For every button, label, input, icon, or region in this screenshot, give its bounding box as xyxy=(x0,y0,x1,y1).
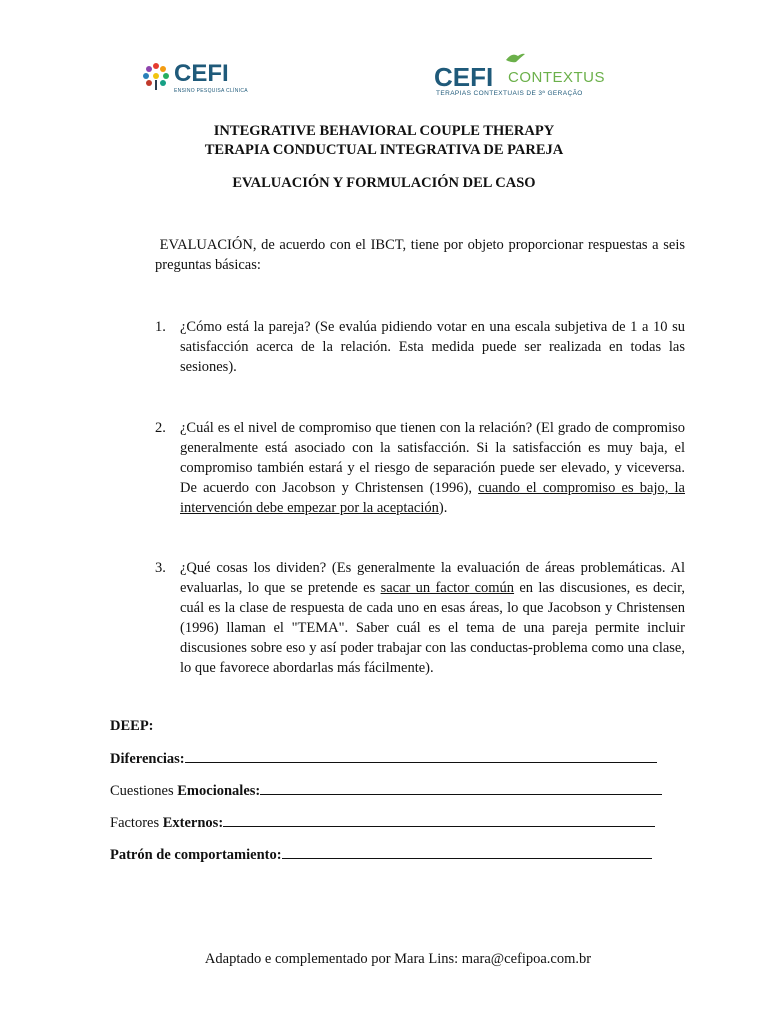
item-text: ¿Cómo está la pareja? (Se evalúa pidiendo votar en una escala subjetiva de 1 a 10 su satisfacción acerca de la relación. Esta medida puede ser realizada en todas las sesiones). xyxy=(180,319,685,375)
item-number: 1. xyxy=(155,319,166,335)
fill-in-line[interactable] xyxy=(185,748,657,763)
intro-text: EVALUACIÓN, de acuerdo con el IBCT, tiene por objeto proporcionar respuestas a seis preguntas básicas: xyxy=(155,237,686,273)
deep-field-externos xyxy=(110,812,655,833)
deep-field-patron xyxy=(110,844,652,865)
item-number: 3. xyxy=(155,560,166,576)
field-prefix: Factores xyxy=(110,815,163,831)
item-text-part: ¿Cuál es el nivel de compromiso que tienen con la relación? (El grado de compromiso generalmente está asociado con la satisfacción. Si la satisfacción es muy baja, el compromiso también estará y el riesgo de separación puede ser elevado, y viceversa. De acuerdo con Jacobson y Christensen (1996), xyxy=(180,420,685,496)
deep-field-emocionales xyxy=(110,780,662,801)
field-label: Externos: xyxy=(162,815,224,831)
field-label: Emocionales: xyxy=(177,783,261,799)
item-text xyxy=(180,418,685,518)
cefi-logo xyxy=(136,50,264,105)
item-text-part: ¿Qué cosas los dividen? (Es generalmente la evaluación de áreas problemáticas. Al evaluarlas, lo que se pretende es xyxy=(180,560,685,596)
field-prefix: Cuestiones xyxy=(110,783,178,799)
intro-paragraph xyxy=(155,235,685,275)
field-label: Patrón de comportamiento: xyxy=(110,847,282,863)
deep-field-diferencias xyxy=(110,748,657,769)
item-text-part: en las discusiones, es decir, cuál es la clase de respuesta de cada uno en esas áreas, lo que Jacobson y Christensen (1996) llaman el "TEMA". Saber cuál es el tema de una pareja permite incluir discusiones sobre eso y así poder trabajar con las conductas-problema como una clase, lo que favorece abordarlas más fácilmente). xyxy=(180,580,685,676)
underlined-phrase: cuando el compromiso es bajo, la intervención debe empezar por la aceptación xyxy=(180,480,685,516)
contextus-text: CONTEXTUS xyxy=(508,69,606,86)
section-title: EVALUACIÓN Y FORMULACIÓN DEL CASO xyxy=(232,175,536,191)
item-number: 2. xyxy=(155,420,166,436)
footer-credit: Adaptado e complementado por Mara Lins: mara@cefipoa.com.br xyxy=(204,951,592,967)
fill-in-line[interactable] xyxy=(223,812,655,827)
item-text-part: ). xyxy=(438,500,448,516)
title-spanish: TERAPIA CONDUCTUAL INTEGRATIVA DE PAREJA xyxy=(204,142,564,158)
fill-in-line[interactable] xyxy=(282,844,652,859)
bird-icon xyxy=(504,50,526,64)
cefi-contextus-logo xyxy=(434,50,634,100)
cefi-contextus-main-text: CEFI xyxy=(434,62,494,92)
fill-in-line[interactable] xyxy=(260,780,662,795)
question-item xyxy=(155,418,685,518)
underlined-phrase: sacar un factor común xyxy=(380,580,515,596)
cefi-logo-tagline: ENSINO PESQUISA CLÍNICA xyxy=(174,88,248,94)
field-label: Diferencias: xyxy=(110,751,185,767)
deep-heading: DEEP: xyxy=(110,718,154,734)
item-text xyxy=(180,558,685,678)
question-item xyxy=(155,317,685,377)
title-english: INTEGRATIVE BEHAVIORAL COUPLE THERAPY xyxy=(213,123,555,139)
question-item xyxy=(155,558,685,678)
cefi-logo-text: CEFI xyxy=(174,60,229,87)
contextus-tagline: TERAPIAS CONTEXTUAIS DE 3ª GERAÇÃO xyxy=(436,90,583,97)
